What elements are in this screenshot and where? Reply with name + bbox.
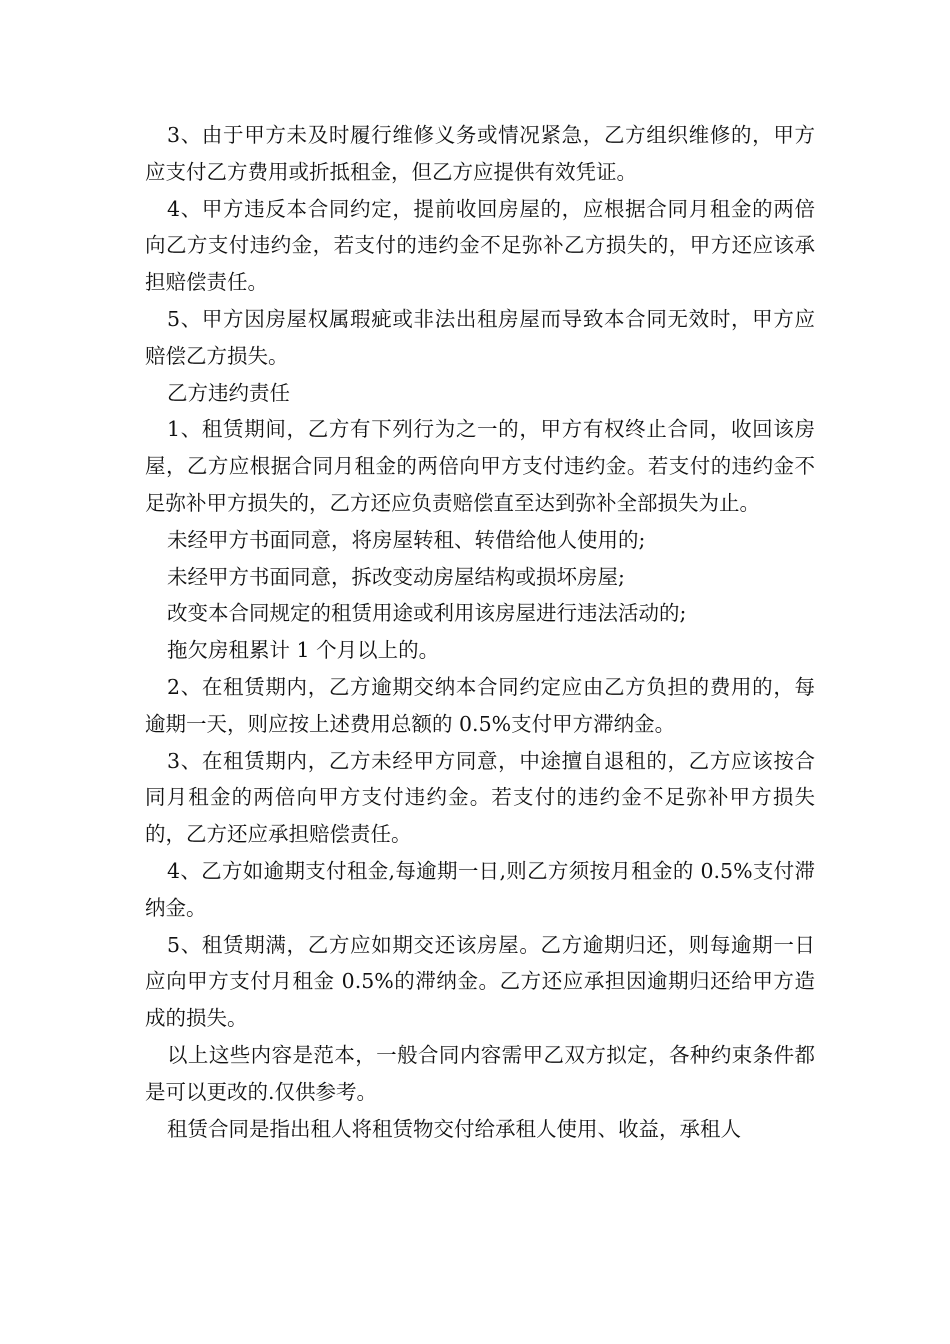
- paragraph-repair-clause: 3、由于甲方未及时履行维修义务或情况紧急，乙方组织维修的，甲方应支付乙方费用或折抵租金，但乙方应提供有效凭证。: [145, 123, 815, 184]
- list-item-illegal-use: 改变本合同规定的租赁用途或利用该房屋进行违法活动的;: [167, 601, 687, 626]
- paragraph-definition: 租赁合同是指出租人将租赁物交付给承租人使用、收益，承租人: [167, 1116, 741, 1141]
- paragraph-early-termination-clause: 3、在租赁期内，乙方未经甲方同意，中途擅自退租的，乙方应该按合同月租金的两倍向甲方支付违约金。若支付的违约金不足弥补甲方损失的，乙方还应承担赔偿责任。: [145, 748, 815, 847]
- paragraph-termination-clause: 1、租赁期间，乙方有下列行为之一的，甲方有权终止合同，收回该房屋，乙方应根据合同月租金的两倍向甲方支付违约金。若支付的违约金不足弥补甲方损失的，乙方还应负责赔偿直至达到弥补全部损失为止。: [145, 417, 815, 515]
- section-heading-tenant-liability: 乙方违约责任: [167, 380, 290, 405]
- list-item-sublet: 未经甲方书面同意，将房屋转租、转借给他人使用的;: [167, 527, 646, 552]
- list-item-alteration: 未经甲方书面同意，拆改变动房屋结构或损坏房屋;: [167, 564, 625, 589]
- paragraph-late-rent-clause: 4、乙方如逾期支付租金,每逾期一日,则乙方须按月租金的 0.5%支付滞纳金。: [145, 858, 815, 920]
- paragraph-early-recovery-clause: 4、甲方违反本合同约定，提前收回房屋的，应根据合同月租金的两倍向乙方支付违约金，若支付的违约金不足弥补乙方损失的，甲方还应该承担赔偿责任。: [145, 196, 815, 295]
- paragraph-late-fee-clause: 2、在租赁期内，乙方逾期交纳本合同约定应由乙方负担的费用的，每逾期一天，则应按上述费用总额的 0.5%支付甲方滞纳金。: [145, 674, 815, 736]
- paragraph-template-note: 以上这些内容是范本，一般合同内容需甲乙双方拟定，各种约束条件都是可以更改的.仅供参考。: [145, 1042, 815, 1104]
- list-item-rent-arrears: 拖欠房租累计 1 个月以上的。: [167, 638, 440, 663]
- document-body: [145, 117, 815, 1147]
- paragraph-return-clause: 5、租赁期满，乙方应如期交还该房屋。乙方逾期归还，则每逾期一日应向甲方支付月租金 0.5%的滞纳金。乙方还应承担因逾期归还给甲方造成的损失。: [145, 932, 815, 1031]
- paragraph-ownership-defect-clause: 5、甲方因房屋权属瑕疵或非法出租房屋而导致本合同无效时，甲方应赔偿乙方损失。: [145, 306, 815, 368]
